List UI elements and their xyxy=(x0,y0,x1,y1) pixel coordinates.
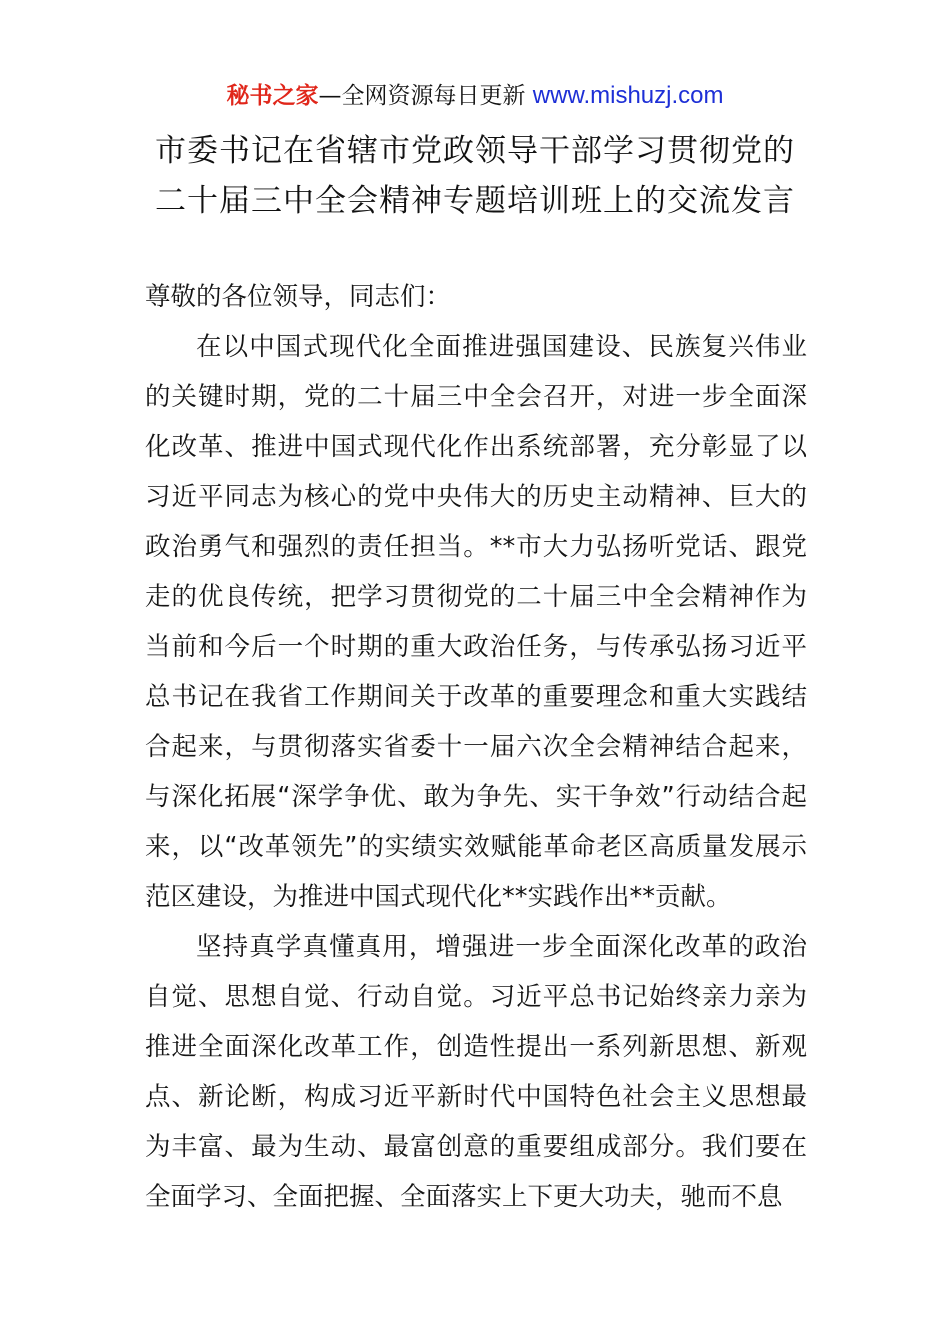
site-header xyxy=(0,80,950,112)
document-body xyxy=(145,272,807,1222)
paragraph-2: 坚持真学真懂真用，增强进一步全面深化改革的政治自觉、思想自觉、行动自觉。习近平总书记始终亲力亲为推进全面深化改革工作，创造性提出一系列新思想、新观点、新论断，构成习近平新时代中国特色社会主义思想最为丰富、最为生动、最富创意的重要组成部分。我们要在全面学习、全面把握、全面落实上下更大功夫，驰而不息 xyxy=(145,932,807,1212)
site-tagline: —全网资源每日更新 xyxy=(318,83,533,109)
salutation: 尊敬的各位领导，同志们： xyxy=(145,282,452,312)
title-line-2: 二十届三中全会精神专题培训班上的交流发言 xyxy=(155,183,795,219)
title-line-1: 市委书记在省辖市党政领导干部学习贯彻党的 xyxy=(155,133,795,169)
paragraph-1: 在以中国式现代化全面推进强国建设、民族复兴伟业的关键时期，党的二十届三中全会召开，对进一步全面深化改革、推进中国式现代化作出系统部署，充分彰显了以习近平同志为核心的党中央伟大的历史主动精神、巨大的政治勇气和强烈的责任担当。**市大力弘扬听党话、跟党走的优良传统，把学习贯彻党的二十届三中全会精神作为当前和今后一个时期的重大政治任务，与传承弘扬习近平总书记在我省工作期间关于改革的重要理念和重大实践结合起来，与贯彻落实省委十一届六次全会精神结合起来，与深化拓展“深学争优、敢为争先、实干争效”行动结合起来，以“改革领先”的实绩实效赋能革命老区高质量发展示范区建设，为推进中国式现代化**实践作出**贡献。 xyxy=(145,332,807,912)
site-name: 秘书之家 xyxy=(226,83,319,109)
site-url-link[interactable]: www.mishuzj.com xyxy=(532,82,724,109)
document-title xyxy=(0,126,950,226)
